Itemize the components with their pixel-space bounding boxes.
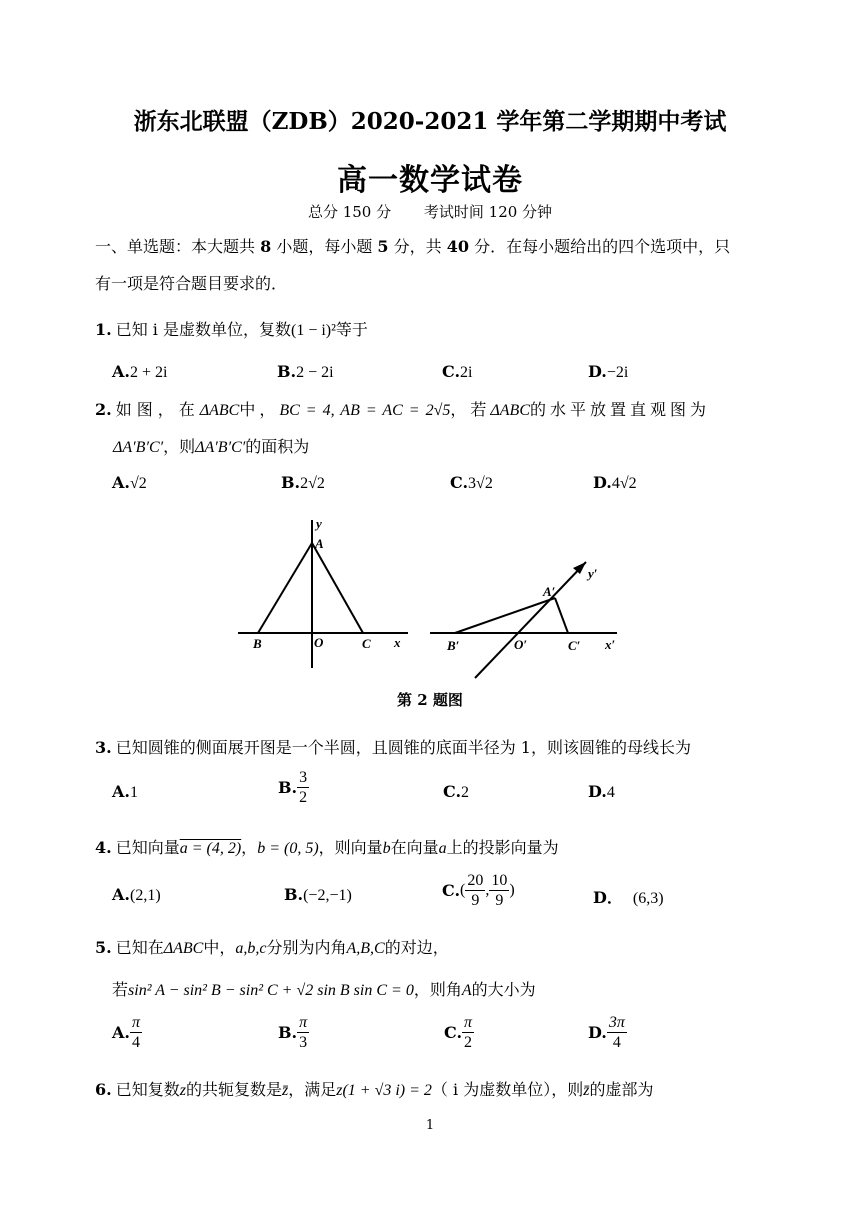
q1-option-b[interactable]	[277, 362, 334, 382]
label-a: A	[315, 536, 324, 551]
section-total: 40	[446, 237, 470, 256]
question-text: 已知 i 是虚数单位，复数	[115, 320, 291, 339]
q4-option-a[interactable]	[112, 885, 161, 905]
question-expr: z̄	[583, 1082, 590, 1099]
question-expr: A	[461, 982, 472, 999]
fraction-den: 2	[464, 1034, 473, 1051]
option-label: B.	[278, 778, 298, 797]
option-label: B.	[281, 473, 301, 492]
option-text: −2i	[606, 364, 629, 381]
option-label: C.	[442, 362, 461, 381]
label-c-prime: C′	[568, 638, 581, 653]
question-number: 5.	[95, 938, 112, 957]
option-label: B.	[278, 1023, 298, 1042]
label-c: C	[362, 636, 371, 651]
label-o: O	[314, 635, 324, 650]
question-5	[95, 935, 449, 958]
option-text: √2	[129, 475, 147, 492]
question-text: ，若	[450, 400, 491, 419]
fraction-den: 9	[495, 892, 504, 909]
label-b-prime: B′	[447, 638, 460, 653]
section-per: 5	[377, 237, 389, 256]
section-text: 分．在每小题给出的四个选项中，只	[469, 237, 731, 256]
q5-option-b[interactable]	[278, 1013, 309, 1052]
option-label: A.	[112, 885, 130, 904]
option-label: D.	[593, 473, 612, 492]
question-text: 中，	[203, 938, 236, 957]
question-6	[95, 1077, 653, 1100]
fraction-den: 4	[612, 1034, 621, 1051]
question-expr: sin² A − sin² B − sin² C + √2 sin B sin C = 0	[128, 982, 414, 999]
option-text: (−2,−1)	[303, 887, 352, 904]
option-label: A.	[112, 1023, 130, 1042]
vector-a-symbol: a	[438, 840, 447, 857]
q2-option-b[interactable]	[281, 473, 325, 493]
question-number: 4.	[95, 838, 112, 857]
option-text: 1	[129, 784, 138, 801]
option-text: 2 − 2i	[296, 364, 334, 381]
option-label: D.	[588, 1023, 607, 1042]
fraction-num: 10	[491, 872, 508, 889]
option-text: 2i	[460, 364, 473, 381]
q4-option-d[interactable]	[593, 885, 664, 908]
q4-option-c[interactable]	[442, 871, 515, 910]
section-text: 一、单选题：本大题共	[95, 237, 261, 256]
q1-option-a[interactable]	[112, 362, 167, 382]
question-expr: a,b,c	[235, 940, 267, 957]
question-2-line2	[113, 434, 309, 457]
exam-time: 考试时间 120 分钟	[423, 203, 553, 221]
label-x: x	[394, 635, 401, 650]
label-y: y	[316, 516, 322, 531]
question-text: 上的投影向量为	[446, 838, 559, 857]
q5-option-c[interactable]	[444, 1013, 474, 1052]
fraction-den: 3	[299, 1034, 308, 1051]
q3-option-c[interactable]	[443, 782, 469, 802]
question-text: ，则向量	[318, 838, 383, 857]
question-text: 的大小为	[471, 980, 536, 999]
question-expr: ΔABC	[163, 940, 204, 957]
q1-option-c[interactable]	[442, 362, 472, 382]
section-count: 8	[260, 237, 272, 256]
question-expr: ΔA′B′C′	[113, 439, 164, 456]
question-2-figure	[230, 510, 630, 685]
total-score: 总分 150 分	[307, 203, 392, 221]
question-4	[95, 835, 559, 858]
question-2	[95, 397, 710, 420]
question-text: ，则	[163, 437, 196, 456]
figure-caption: 第 2 题图	[397, 691, 463, 709]
question-text: 的共轭复数是	[185, 1080, 282, 1099]
question-text: 已知圆锥的侧面展开图是一个半圆，且圆锥的底面半径为 1，则该圆锥的母线长为	[115, 738, 691, 757]
fraction-den: 9	[471, 892, 480, 909]
fraction-den: 4	[131, 1034, 140, 1051]
option-text: 4	[606, 784, 615, 801]
option-label: A.	[112, 473, 130, 492]
option-fraction	[130, 1013, 142, 1052]
option-fraction	[462, 1013, 474, 1052]
question-text: ，	[241, 838, 258, 857]
label-y-prime: y′	[588, 566, 598, 581]
question-text: 的虚部为	[589, 1080, 654, 1099]
section-heading-line2: 有一项是符合题目要求的．	[95, 274, 288, 293]
option-fraction	[297, 768, 309, 807]
q5-option-d[interactable]	[588, 1013, 627, 1052]
fraction-num: π	[131, 1014, 140, 1031]
label-x-prime: x′	[605, 637, 616, 652]
fraction-num: 20	[467, 872, 484, 889]
option-text: (2,1)	[129, 887, 161, 904]
paren-open: (	[460, 881, 466, 899]
option-fraction	[297, 1013, 309, 1052]
question-text: 等于	[335, 320, 368, 339]
option-fraction	[607, 1013, 627, 1052]
question-5-line2	[112, 977, 536, 1000]
question-text: 在向量	[390, 838, 439, 857]
option-label: B.	[277, 362, 297, 381]
question-text: 如图，在	[115, 400, 200, 419]
label-a-prime: A′	[543, 584, 556, 599]
question-text: ，满足	[288, 1080, 337, 1099]
exam-subtitle: 高一数学试卷	[337, 163, 523, 198]
question-expr: ΔABC	[490, 402, 530, 419]
option-label: C.	[442, 881, 461, 900]
vector-a: a = (4, 2)	[179, 840, 242, 857]
question-number: 3.	[95, 738, 112, 757]
section-text: 小题，每小题	[271, 237, 378, 256]
option-label: C.	[444, 1023, 463, 1042]
label-o-prime: O′	[514, 637, 528, 652]
question-text: 已知向量	[115, 838, 180, 857]
vector-b-symbol: b	[382, 840, 391, 857]
triangle-side-ac-prime	[555, 598, 568, 633]
question-text: （ i 为虚数单位），则	[431, 1080, 584, 1099]
option-text: 2√2	[300, 475, 325, 492]
section-text: 分，共	[388, 237, 447, 256]
question-text: 已知复数	[115, 1080, 180, 1099]
option-label: D.	[588, 782, 607, 801]
q1-option-d[interactable]	[588, 362, 628, 382]
option-text: (6,3)	[632, 890, 664, 907]
question-number: 1.	[95, 320, 112, 339]
option-label: D.	[588, 362, 607, 381]
q4-option-b[interactable]	[284, 885, 352, 905]
comma: ,	[485, 881, 490, 899]
option-label: D．	[593, 888, 623, 907]
page-number: 1	[425, 1118, 435, 1133]
triangle-side-ab-prime	[455, 598, 555, 633]
option-label: A.	[112, 782, 130, 801]
q2-option-c[interactable]	[450, 473, 493, 493]
question-text: 的水平放置直观图为	[530, 400, 711, 419]
option-text: 2 + 2i	[129, 364, 168, 381]
q5-option-a[interactable]	[112, 1013, 142, 1052]
question-expr: A,B,C	[346, 940, 385, 957]
triangle-side-ab	[258, 543, 312, 633]
exam-title: 浙东北联盟（ZDB）2020-2021 学年第二学期期中考试	[133, 108, 727, 135]
exam-info	[0, 201, 860, 222]
option-fraction-1	[465, 871, 485, 910]
option-label: A.	[112, 362, 130, 381]
fraction-num: 3π	[608, 1014, 625, 1031]
question-expr: BC = 4, AB = AC = 2√5	[279, 402, 451, 419]
question-1	[95, 317, 368, 340]
question-expr: ΔA′B′C′	[195, 439, 246, 456]
fraction-num: π	[299, 1014, 308, 1031]
option-label: C.	[443, 782, 462, 801]
section-heading	[95, 234, 730, 257]
paren-close: )	[509, 881, 515, 899]
fraction-num: 3	[299, 769, 308, 786]
fraction-den: 2	[299, 789, 308, 806]
q3-option-d[interactable]	[588, 782, 615, 802]
question-text: 的对边，	[384, 938, 449, 957]
option-label: B.	[284, 885, 304, 904]
question-expr: z(1 + √3 i) = 2	[336, 1082, 432, 1099]
q2-option-a[interactable]	[112, 473, 147, 493]
vector-b: b = (0, 5)	[257, 840, 319, 857]
option-text: 3√2	[468, 475, 493, 492]
question-expr: ΔABC	[199, 402, 240, 419]
question-text: 的面积为	[245, 437, 310, 456]
q2-option-d[interactable]	[593, 473, 637, 493]
option-fraction-2	[489, 871, 509, 910]
question-expr: z	[179, 1082, 186, 1099]
q3-option-b[interactable]	[278, 768, 309, 807]
question-expr: z̄	[281, 1082, 289, 1099]
option-text: 2	[461, 784, 470, 801]
label-b: B	[253, 636, 262, 651]
option-label: C.	[450, 473, 469, 492]
question-number: 6.	[95, 1080, 112, 1099]
question-number: 2.	[95, 400, 112, 419]
question-3	[95, 735, 691, 758]
question-text: ，则角	[413, 980, 462, 999]
question-expr: (1 − i)²	[291, 322, 336, 339]
q3-option-a[interactable]	[112, 782, 138, 802]
option-text: 4√2	[611, 475, 637, 492]
fraction-num: π	[464, 1014, 473, 1031]
triangle-side-ac	[312, 543, 363, 633]
question-text: 已知在	[115, 938, 164, 957]
question-text: 分别为内角	[266, 938, 347, 957]
question-text: 若	[112, 980, 129, 999]
question-text: 中，	[239, 400, 280, 419]
